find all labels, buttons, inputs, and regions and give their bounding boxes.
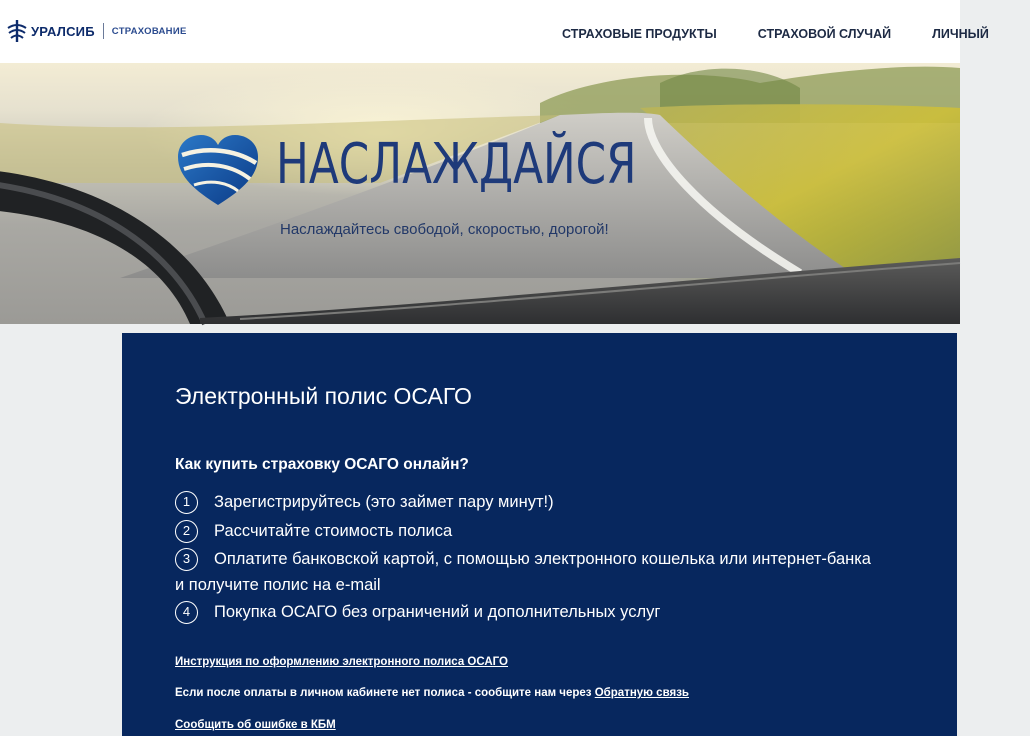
step-item <box>175 489 895 515</box>
brand-name: УРАЛСИБ <box>31 23 95 39</box>
nav-item-personal-account[interactable]: ЛИЧНЫЙ <box>932 27 989 41</box>
osago-panel <box>122 333 957 736</box>
feedback-link[interactable]: Обратную связь <box>594 687 689 699</box>
nav-item-insurance-products[interactable]: СТРАХОВЫЕ ПРОДУКТЫ <box>562 27 717 41</box>
step-number-badge: 2 <box>175 520 198 543</box>
uralsib-logo-icon <box>6 18 28 44</box>
step-item <box>175 599 895 625</box>
step-number-badge: 1 <box>175 491 198 514</box>
heart-globe-icon <box>176 133 260 207</box>
brand-subtitle: СТРАХОВАНИЕ <box>111 25 187 37</box>
hero-banner <box>0 63 960 324</box>
hero-subtitle: Наслаждайтесь свободой, скоростью, дорогой! <box>280 221 609 238</box>
nav-item-insurance-case[interactable]: СТРАХОВОЙ СЛУЧАЙ <box>757 27 892 41</box>
step-text: Зарегистрируйтесь (это займет пару минут!) <box>214 493 554 511</box>
logo-divider <box>103 23 104 39</box>
site-header <box>0 0 989 63</box>
hero-title: НАСЛАЖДАЙСЯ <box>276 132 637 197</box>
panel-title: Электронный полис ОСАГО <box>175 383 472 409</box>
step-item <box>175 546 875 598</box>
brand-logo[interactable] <box>6 18 187 44</box>
instruction-link[interactable]: Инструкция по оформлению электронного полиса ОСАГО <box>175 656 508 668</box>
report-kbm-error-link[interactable]: Сообщить об ошибке в КБМ <box>175 719 336 731</box>
step-text: Покупка ОСАГО без ограничений и дополнительных услуг <box>214 603 661 621</box>
step-item <box>175 518 895 544</box>
step-number-badge: 3 <box>175 548 198 571</box>
main-nav <box>562 27 1030 41</box>
note-text: Если после оплаты в личном кабинете нет полиса - сообщите нам через <box>175 687 592 699</box>
how-to-buy-heading: Как купить страховку ОСАГО онлайн? <box>175 456 469 473</box>
step-text: Оплатите банковской картой, с помощью электронного кошелька или интернет-банка и получите полис на e-mail <box>175 550 871 594</box>
step-number-badge: 4 <box>175 601 198 624</box>
step-text: Рассчитайте стоимость полиса <box>214 522 453 540</box>
missing-policy-note <box>175 687 689 699</box>
